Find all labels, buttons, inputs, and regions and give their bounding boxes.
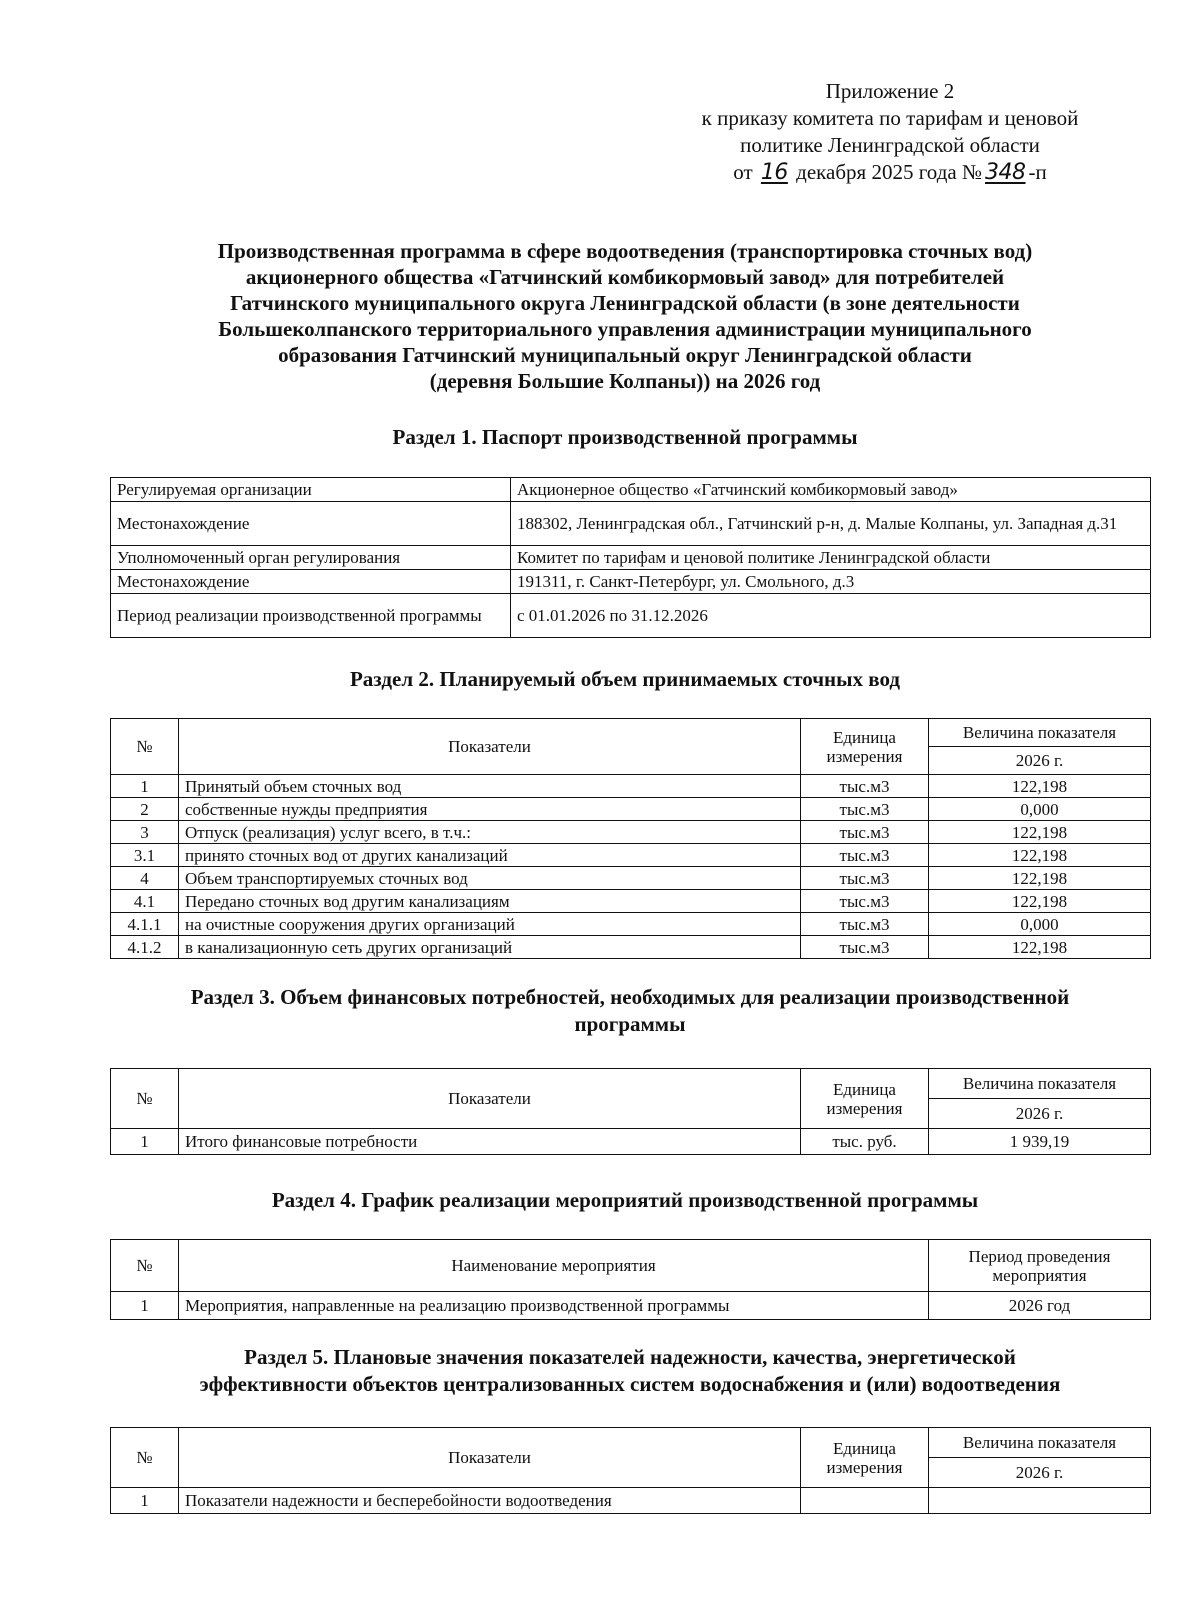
row-value: Комитет по тарифам и ценовой политике Ленинградской области <box>511 546 1151 570</box>
cell-num: 1 <box>111 1488 179 1514</box>
cell-name: собственные нужды предприятия <box>179 798 801 821</box>
row-label: Период реализации производственной программы <box>111 594 511 638</box>
cell-name: на очистные сооружения других организаций <box>179 913 801 936</box>
schedule-table <box>110 1239 1151 1320</box>
cell-name: Показатели надежности и бесперебойности водоотведения <box>179 1488 801 1514</box>
header-num: № <box>111 719 179 775</box>
table-row <box>111 890 1151 913</box>
row-value: 188302, Ленинградская обл., Гатчинский р-н, д. Малые Колпаны, ул. Западная д.31 <box>511 502 1151 546</box>
header-year: 2026 г. <box>929 747 1151 775</box>
row-label: Уполномоченный орган регулирования <box>111 546 511 570</box>
cell-unit <box>801 1488 929 1514</box>
header-value: Величина показателя <box>929 1069 1151 1099</box>
order-suffix: -п <box>1028 160 1047 184</box>
cell-num: 4.1.2 <box>111 936 179 959</box>
cell-num: 4.1.1 <box>111 913 179 936</box>
header-indicator: Показатели <box>179 1069 801 1129</box>
cell-name: Отпуск (реализация) услуг всего, в т.ч.: <box>179 821 801 844</box>
row-value: с 01.01.2026 по 31.12.2026 <box>511 594 1151 638</box>
header-period: Период проведения мероприятия <box>929 1240 1151 1292</box>
row-label: Регулируемая организации <box>111 478 511 502</box>
financial-needs-table <box>110 1068 1151 1155</box>
header-name: Наименование мероприятия <box>179 1240 929 1292</box>
cell-value <box>929 1488 1151 1514</box>
cell-num: 1 <box>111 1129 179 1155</box>
appendix-line1: Приложение 2 <box>825 79 955 103</box>
header-unit: Единица измерения <box>801 719 929 775</box>
cell-unit: тыс.м3 <box>801 867 929 890</box>
table-row <box>111 594 1151 638</box>
title-line: Большеколпанского территориального управления администрации муниципального <box>218 317 1032 341</box>
header-value: Величина показателя <box>929 1428 1151 1458</box>
date-mid: декабря 2025 года № <box>796 160 982 184</box>
table-row <box>111 798 1151 821</box>
row-value: 191311, г. Санкт-Петербург, ул. Смольного, д.3 <box>511 570 1151 594</box>
section1-title: Раздел 1. Паспорт производственной программы <box>392 425 858 449</box>
header-num: № <box>111 1240 179 1292</box>
reliability-indicators-table <box>110 1427 1151 1514</box>
cell-num: 2 <box>111 798 179 821</box>
cell-period: 2026 год <box>929 1292 1151 1320</box>
header-year: 2026 г. <box>929 1099 1151 1129</box>
row-label: Местонахождение <box>111 570 511 594</box>
cell-value: 0,000 <box>929 798 1151 821</box>
cell-value: 0,000 <box>929 913 1151 936</box>
header-value: Величина показателя <box>929 719 1151 747</box>
cell-name: Принятый объем сточных вод <box>179 775 801 798</box>
cell-name: принято сточных вод от других канализаций <box>179 844 801 867</box>
table-header-row <box>111 719 1151 747</box>
cell-value: 122,198 <box>929 775 1151 798</box>
table-header-row <box>111 1428 1151 1458</box>
cell-name: Итого финансовые потребности <box>179 1129 801 1155</box>
table-row <box>111 821 1151 844</box>
section3-title-line2: программы <box>574 1012 686 1036</box>
section2-title: Раздел 2. Планируемый объем принимаемых сточных вод <box>349 667 901 691</box>
table-row <box>111 936 1151 959</box>
appendix-line2: к приказу комитета по тарифам и ценовой <box>701 106 1079 130</box>
cell-num: 4.1 <box>111 890 179 913</box>
cell-unit: тыс.м3 <box>801 798 929 821</box>
row-label: Местонахождение <box>111 502 511 546</box>
cell-value: 122,198 <box>929 867 1151 890</box>
section4-title: Раздел 4. График реализации мероприятий производственной программы <box>271 1188 979 1212</box>
cell-name: Мероприятия, направленные на реализацию производственной программы <box>179 1292 929 1320</box>
header-unit: Единица измерения <box>801 1069 929 1129</box>
title-line: акционерного общества «Гатчинский комбикормовый завод» для потребителей <box>245 265 1005 289</box>
date-prefix: от <box>733 160 753 184</box>
cell-num: 3.1 <box>111 844 179 867</box>
section5-title-line2: эффективности объектов централизованных систем водоснабжения и (или) водоотведения <box>199 1372 1061 1396</box>
appendix-header <box>620 78 1160 186</box>
header-num: № <box>111 1069 179 1129</box>
cell-value: 122,198 <box>929 844 1151 867</box>
cell-unit: тыс. руб. <box>801 1129 929 1155</box>
appendix-line3: политике Ленинградской области <box>740 133 1040 157</box>
section3-title <box>80 984 1180 1038</box>
wastewater-volume-table <box>110 718 1151 959</box>
row-value: Акционерное общество «Гатчинский комбикормовый завод» <box>511 478 1151 502</box>
header-num: № <box>111 1428 179 1488</box>
table-row <box>111 867 1151 890</box>
section5-title-line1: Раздел 5. Плановые значения показателей надежности, качества, энергетической <box>244 1345 1016 1369</box>
document-title <box>80 238 1170 394</box>
cell-num: 1 <box>111 1292 179 1320</box>
table-header-row <box>111 1240 1151 1292</box>
table-row <box>111 775 1151 798</box>
table-header-row <box>111 1069 1151 1099</box>
cell-num: 3 <box>111 821 179 844</box>
cell-unit: тыс.м3 <box>801 936 929 959</box>
cell-unit: тыс.м3 <box>801 775 929 798</box>
title-line: Гатчинского муниципального округа Ленинградской области (в зоне деятельности <box>230 291 1020 315</box>
header-unit: Единица измерения <box>801 1428 929 1488</box>
table-row <box>111 570 1151 594</box>
header-indicator: Показатели <box>179 1428 801 1488</box>
section3-title-line1: Раздел 3. Объем финансовых потребностей, необходимых для реализации производственной <box>190 985 1070 1009</box>
header-indicator: Показатели <box>179 719 801 775</box>
appendix-date-line <box>620 159 1160 186</box>
cell-value: 1 939,19 <box>929 1129 1151 1155</box>
section5-title <box>80 1344 1180 1398</box>
handwritten-day: 16 <box>760 160 788 185</box>
cell-name: Передано сточных вод другим канализациям <box>179 890 801 913</box>
title-line: образования Гатчинский муниципальный округ Ленинградской области <box>278 343 972 367</box>
table-row <box>111 1488 1151 1514</box>
header-year: 2026 г. <box>929 1458 1151 1488</box>
cell-value: 122,198 <box>929 936 1151 959</box>
table-row <box>111 913 1151 936</box>
table-row <box>111 844 1151 867</box>
cell-num: 1 <box>111 775 179 798</box>
cell-unit: тыс.м3 <box>801 890 929 913</box>
cell-unit: тыс.м3 <box>801 844 929 867</box>
handwritten-order-number: 348 <box>985 160 1026 185</box>
title-line: (деревня Большие Колпаны)) на 2026 год <box>429 369 821 393</box>
cell-name: Объем транспортируемых сточных вод <box>179 867 801 890</box>
cell-value: 122,198 <box>929 821 1151 844</box>
cell-unit: тыс.м3 <box>801 913 929 936</box>
passport-table <box>110 477 1151 638</box>
table-row <box>111 546 1151 570</box>
cell-name: в канализационную сеть других организаций <box>179 936 801 959</box>
table-row <box>111 478 1151 502</box>
cell-num: 4 <box>111 867 179 890</box>
table-row <box>111 1292 1151 1320</box>
cell-unit: тыс.м3 <box>801 821 929 844</box>
title-line: Производственная программа в сфере водоотведения (транспортировка сточных вод) <box>217 239 1033 263</box>
table-row <box>111 1129 1151 1155</box>
cell-value: 122,198 <box>929 890 1151 913</box>
table-row <box>111 502 1151 546</box>
